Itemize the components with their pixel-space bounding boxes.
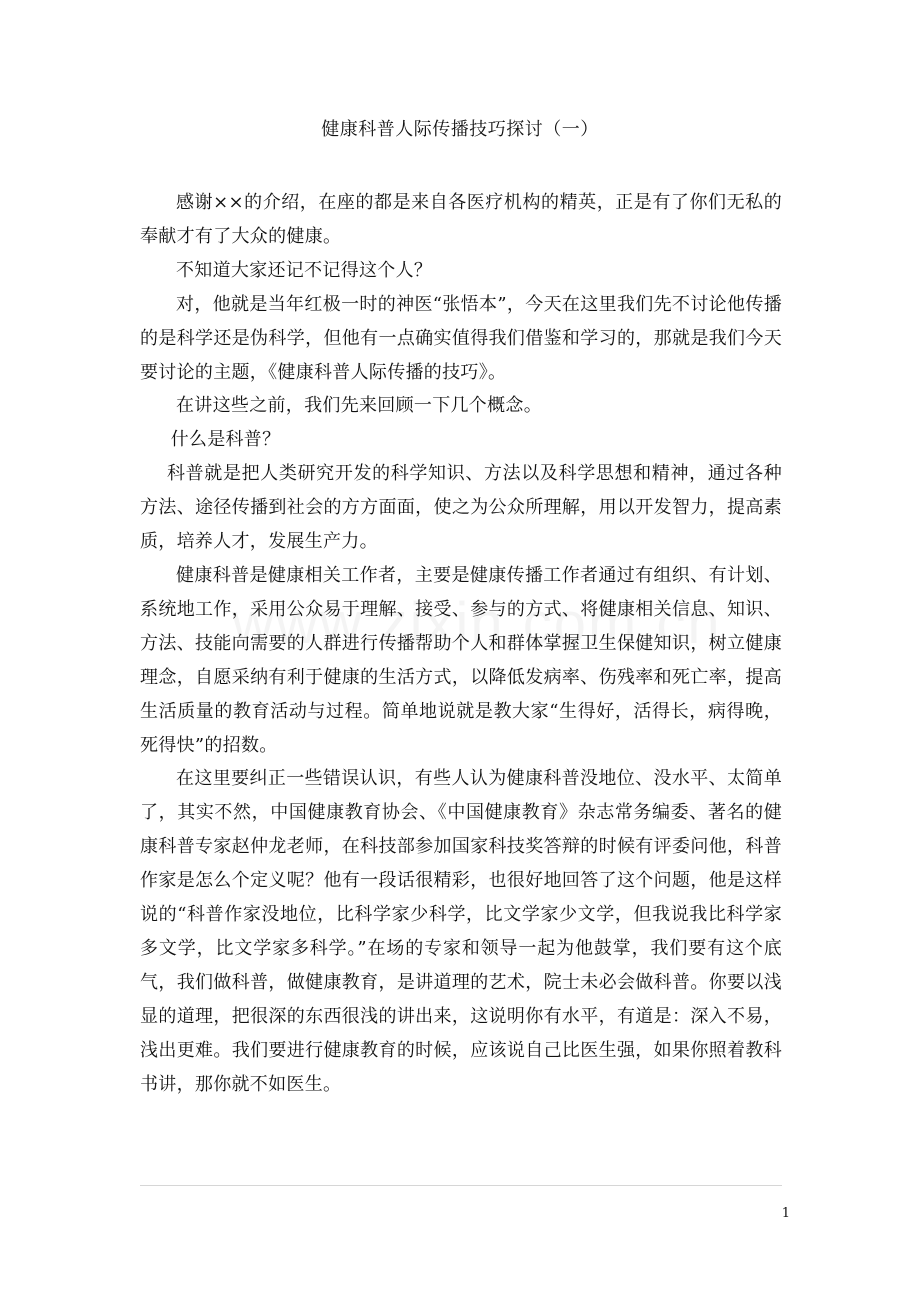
paragraph-thanks: 感谢××的介绍，在座的都是来自各医疗机构的精英，正是有了你们无私的奉献才有了大众的健康。	[140, 192, 782, 247]
paragraph-question-person: 不知道大家还记不记得这个人？	[176, 259, 433, 281]
page-number: 1	[781, 1206, 790, 1221]
paragraph-review-concepts: 在讲这些之前，我们先来回顾一下几个概念。	[176, 395, 542, 417]
footer-divider	[140, 1185, 782, 1186]
paragraph-zhang-wuben: 对，他就是当年红极一时的神医“张悟本”，今天在这里我们先不讨论他传播的是科学还是伪科学，但他有一点确实值得我们借鉴和学习的，那就是我们今天要讨论的主题，《健康科普人际传播的技巧》。	[140, 293, 782, 383]
paragraph-health-popularization-definition: 健康科普是健康相关工作者，主要是健康传播工作者通过有组织、有计划、系统地工作，采用公众易于理解、接受、参与的方式、将健康相关信息、知识、方法、技能向需要的人群进行传播帮助个人和群体掌握卫生保健知识，树立健康理念，自愿采纳有利于健康的生活方式，以降低发病率、伤残率和死亡率，提高生活质量的教育活动与过程。简单地说就是教大家“生得好，活得长，病得晚，死得快”的招数。	[140, 564, 782, 756]
paragraph-science-popularization-definition: 科普就是把人类研究开发的科学知识、方法以及科学思想和精神，通过各种方法、途径传播到社会的方方面面，使之为公众所理解，用以开发智力，提高素质，培养人才，发展生产力。	[140, 463, 782, 553]
document-body	[140, 186, 782, 1101]
paragraph-correct-misconceptions: 在这里要纠正一些错误认识，有些人认为健康科普没地位、没水平、太简单了，其实不然，中国健康教育协会、《中国健康教育》杂志常务编委、著名的健康科普专家赵仲龙老师，在科技部参加国家科技奖答辩的时候有评委问他，科普作家是怎么个定义呢？他有一段话很精彩，也很好地回答了这个问题，他是这样说的“科普作家没地位，比科学家少科学，比文学家少文学，但我说我比科学家多文学，比文学家多科学。”在场的专家和领导一起为他鼓掌，我们要有这个底气，我们做科普，做健康教育，是讲道理的艺术，院士未必会做科普。你要以浅显的道理，把很深的东西很浅的讲出来，这说明你有水平，有道是：深入不易，浅出更难。我们要进行健康教育的时候，应该说自己比医生强，如果你照着教科书讲，那你就不如医生。	[140, 768, 782, 1095]
paragraph-what-is-science-popularization: 什么是科普？	[170, 429, 281, 451]
document-title: 健康科普人际传播技巧探讨（一）	[321, 119, 599, 140]
